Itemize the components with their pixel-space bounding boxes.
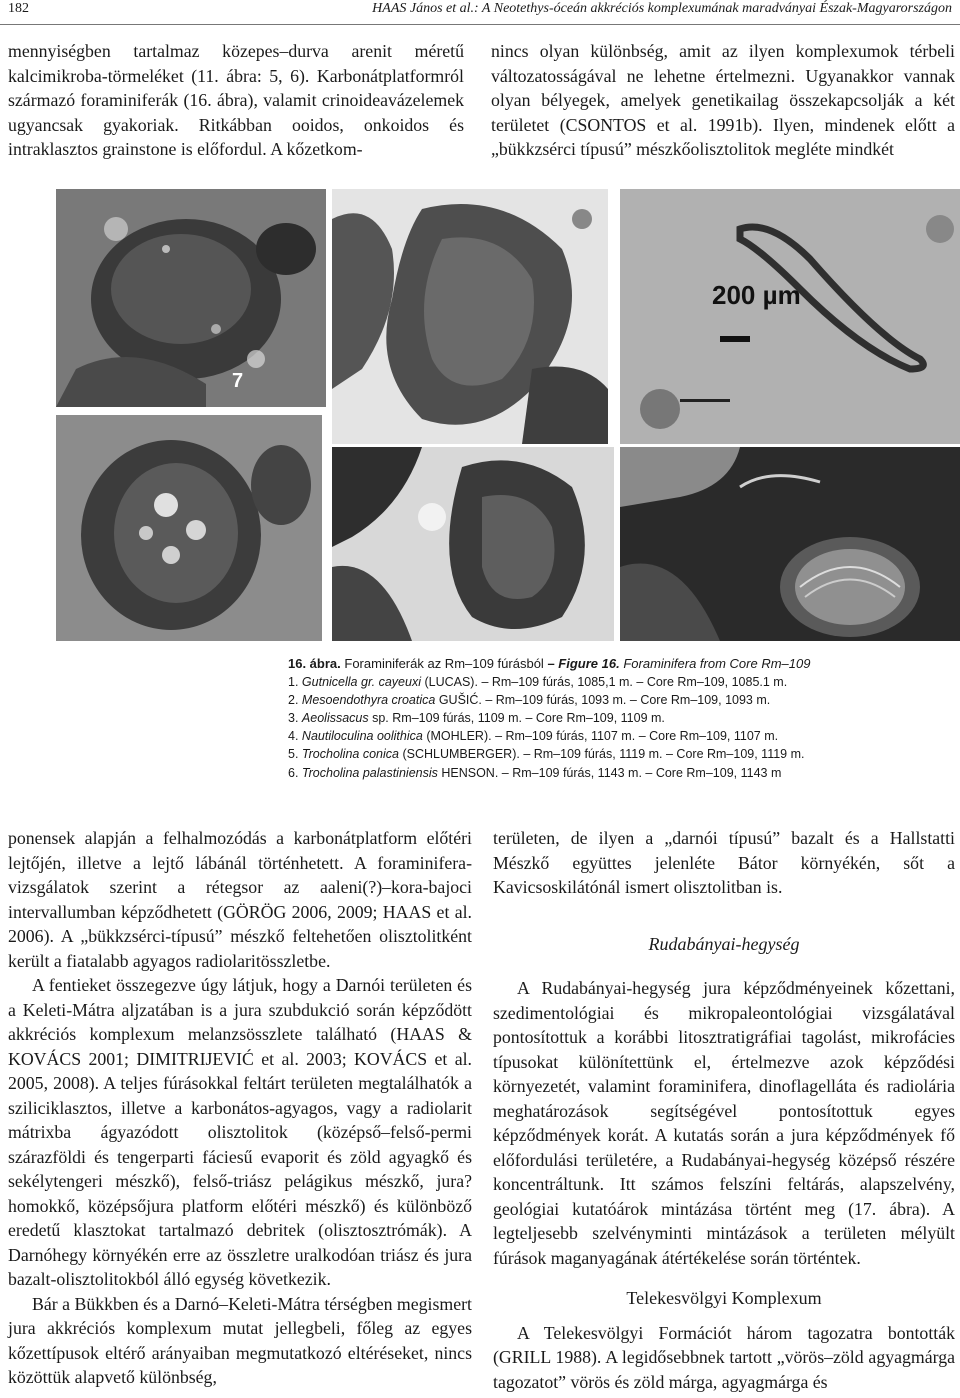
- scale-bar: [720, 336, 750, 342]
- caption-item-3: 3. Aeolissacus sp. Rm–109 fúrás, 1109 m. – Core Rm–109, 1109 m.: [288, 711, 665, 726]
- top-right-column: [491, 39, 955, 162]
- figure-caption: [288, 655, 811, 782]
- bottom-right-column: [493, 826, 955, 1394]
- scale-bar-label: 200 µm: [712, 280, 801, 310]
- caption-item-4: 4. Nautiloculina oolithica (MOHLER). – Rm–109 fúrás, 1107 m. – Core Rm–109, 1107 m.: [288, 729, 779, 744]
- caption-item-1: 1. Gutnicella gr. cayeuxi (LUCAS). – Rm–109 fúrás, 1085,1 m. – Core Rm–109, 1085.1 m.: [288, 675, 788, 690]
- page-number: 182: [8, 1, 29, 16]
- caption-item-2: 2. Mesoendothyra croatica GUŠIĆ. – Rm–109 fúrás, 1093 m. – Core Rm–109, 1093 m.: [288, 693, 771, 708]
- caption-item-6: 6. Trocholina palastiniensis HENSON. – Rm–109 fúrás, 1143 m. – Core Rm–109, 1143 m: [288, 765, 782, 780]
- photo-number-label: 7: [232, 370, 244, 392]
- bottom-left-paragraph-2: A fentieket összegezve úgy látjuk, hogy a Darnói területen és a Keleti-Mátra aljzatában is a jura szubdukció során képződött akkréciós komplexum melanzsösszlete található (HAAS & KOVÁCS 2001; DIMITRIJEVIĆ et al. 2003; KOVÁCS et al. 2005, 2008). A teljes fúrásokkal feltárt területen megtalálhatók a sziliciklasztos, illetve a karbonátos-agyagos, vagy a radiolarit mátrixba ágyazódott olisztolitok (középső–felső-permi szárazföldi és tengerparti fáciesű evaporit és zöld agyagkő és sekélytengeri mészkő), felső-triász pelágikus mészkő, jura? homokkő, középsőjura platform előtéri mészkő) és különböző eredetű klasztokat tartalmazó debritek (olisztosztrómák). A Darnóhegy környékén erre az összletre uralkodóan triász és jura bazalt-olisztolitokból álló egység következik.: [8, 975, 472, 1289]
- bottom-left-column: [8, 826, 472, 1390]
- caption-title: 16. ábra. Foraminiferák az Rm–109 fúrásból – Figure 16. Foraminifera from Core Rm–109: [288, 656, 811, 671]
- section-heading-rudabanya: Rudabányai-hegység: [648, 933, 800, 954]
- section-heading-telekesvolgyi: Telekesvölgyi Komplexum: [626, 1288, 822, 1308]
- top-right-paragraph: nincs olyan különbség, amit az ilyen komplexumok térbeli változatosságával ne lehetne értelmezni. Ugyanakkor vannak olyan bélyegek, amelyek genetikailag összekapcsolják a két területet (CSONTOS et al. 1991b). Ilyen, mindenek előtt a „bükkzsérci típusú” mészkőolisztolitok megléte mindkét: [491, 41, 955, 159]
- micrograph-5: [332, 447, 614, 641]
- micrograph-1: [56, 189, 326, 407]
- header-rule: [0, 24, 960, 25]
- micrograph-2: [332, 189, 608, 444]
- micrograph-6: [620, 447, 960, 641]
- bottom-right-paragraph-3: A Telekesvölgyi Formációt három tagozatra bontották (GRILL 1988). A legidősebbnek tartott „vörös–zöld agyagmárga tagozatot” vörös és zöld márga, agyagmárga és: [493, 1322, 955, 1392]
- bottom-right-paragraph-1: területen, de ilyen a „darnói típusú” bazalt és a Hallstatti Mészkő együttes jelenléte Bátor környékén, sőt a Kavicsoskilátónál ismert olisztolitban is.: [493, 828, 955, 897]
- top-left-column: [8, 39, 464, 162]
- running-head: HAAS János et al.: A Neotethys-óceán akkréciós komplexumának maradványai Észak-Magyarországon: [372, 1, 952, 16]
- top-left-paragraph: mennyiségben tartalmaz közepes–durva arenit méretű kalcimikroba-törmeléket (11. ábra: 5, 6). Karbonátplatformról származó foraminiferák (16. ábra), valamit crinoideavázelemek ugyancsak gyakoriak. Ritkábban ooidos, onkoidos és intraklasztos grainstone is előfordul. A kőzetkom-: [8, 41, 464, 159]
- micrograph-4: [56, 415, 322, 641]
- bottom-right-paragraph-2: A Rudabányai-hegység jura képződményeinek kőzettani, szedimentológiai és mikropaleontológiai vizsgálatával pontosítottuk a korábbi litosztratigráfiai tagolást, mikrofácies típusokat különítettünk el, értelmezve azok képződési környezetét, valamint foraminifera, dinoflagelláta és radiolária meghatározások segítségével pontosítottuk egyes képződmények korát. A kutatás során a jura képződmények fő előfordulási területére, a Rudabányai-hegység középső részére koncentráltunk. Itt számos felszíni feltárás, alapszelvény, geológiai kutatóárok mintázása történt meg (17. ábra). A legteljesebb szelvényminti mintázások a területen mélyült fúrások maganyagának átértékelése során történtek.: [493, 978, 955, 1268]
- bottom-left-paragraph-1: ponensek alapján a felhalmozódás a karbonátplatform előtéri lejtőjén, illetve a lejtő lábánál történhetett. A foraminifera-vizsgálatok szerint a rétegsor az aaleni(?)–kora-bajoci intervallumban képződhetett (GÖRÖG 2006, 2009; HAAS et al. 2006). A „bükkzsérci-típusú” mészkő feltehetően olisztolitként került a fiatalabb agyagos radiolaritösszletbe.: [8, 828, 472, 971]
- figure-16-plate: [56, 189, 960, 641]
- bottom-left-paragraph-3: Bár a Bükkben és a Darnó–Keleti-Mátra térségben megismert jura akkréciós komplexum mutat jellegbeli, főleg az egyes kőzettípusok eltérő arányaiban megmutatkozó eltéréseket, nincs közöttük alapvető különbség,: [8, 1293, 472, 1387]
- caption-item-5: 5. Trocholina conica (SCHLUMBERGER). – Rm–109 fúrás, 1119 m. – Core Rm–109, 1119 m.: [288, 747, 805, 762]
- micrograph-3: [620, 189, 960, 444]
